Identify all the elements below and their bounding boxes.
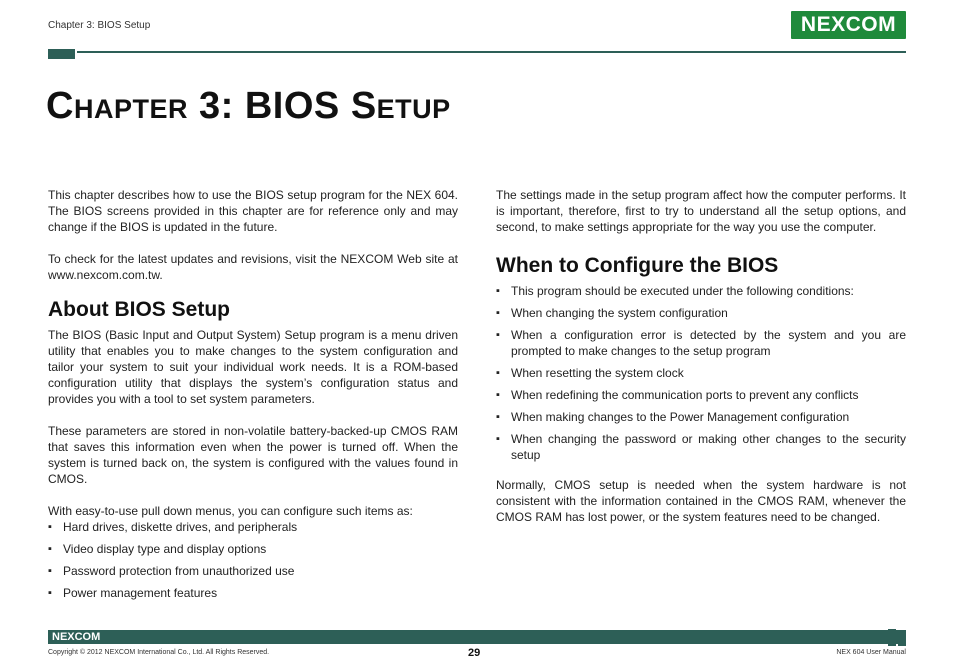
intro-paragraph-1: This chapter describes how to use the BIOS setup program for the NEX 604. The BIOS screens provided in this chapter are for reference only and may change if the BIOS is updated in the future. <box>48 188 458 234</box>
list-item: ▪ Power management features <box>48 586 218 600</box>
nexcom-logo <box>791 11 906 39</box>
intro-paragraph-2: To check for the latest updates and revisions, visit the NEXCOM Web site at www.nexcom.com.tw. <box>48 252 458 282</box>
list-item: ▪ When changing the system configuration <box>496 306 728 320</box>
about-paragraph-1: The BIOS (Basic Input and Output System) Setup program is a menu driven utility that enables you to make changes to the system configuration and tailor your system to suit your individual work needs. It is a ROM-based configuration utility that displays the system’s configuration status and provides you with a tool to set system parameters. <box>48 328 458 406</box>
copyright-text: Copyright © 2012 NEXCOM International Co., Ltd. All Rights Reserved. <box>48 649 270 656</box>
page-title: Chapter 3: BIOS Setup <box>46 85 451 127</box>
page-number: 29 <box>468 647 481 659</box>
footer-nexcom-logo: NEXCOM <box>52 631 101 643</box>
about-paragraph-2: These parameters are stored in non-volatile battery-backed-up CMOS RAM that saves this information even when the power is turned off. When the system is turned back on, the system is configured with the values found in CMOS. <box>48 424 458 486</box>
list-item: ▪ When resetting the system clock <box>496 366 684 380</box>
left-column <box>48 187 458 601</box>
list-item: ▪ When making changes to the Power Management configuration <box>496 410 850 424</box>
list-item: ▪ Hard drives, diskette drives, and peripherals <box>48 520 298 534</box>
footer-squares-icon <box>888 629 908 647</box>
conditions-list <box>496 283 906 463</box>
header-rule <box>77 51 906 53</box>
list-item: ▪ When a configuration error is detected by the system and you are prompted to make changes to the setup program <box>496 328 906 358</box>
list-item: ▪ This program should be executed under the following conditions: <box>496 284 854 298</box>
config-items-list <box>48 519 458 601</box>
closing-paragraph: Normally, CMOS setup is needed when the system hardware is not consistent with the information contained in the CMOS RAM, whenever the CMOS RAM has lost power, or the system features need to be changed. <box>496 478 906 524</box>
footer-bar <box>48 630 906 644</box>
settings-paragraph: The settings made in the setup program affect how the computer performs. It is important, therefore, first to try to understand all the setup options, and second, to make settings appropriate for the way you use the computer. <box>496 188 906 234</box>
list-item: ▪ Password protection from unauthorized use <box>48 564 295 578</box>
chapter-label: Chapter 3: BIOS Setup <box>48 20 151 31</box>
list-item: ▪ When redefining the communication ports to prevent any conflicts <box>496 388 859 402</box>
list-item: ▪ When changing the password or making other changes to the security setup <box>496 432 906 462</box>
about-paragraph-3: With easy-to-use pull down menus, you can configure such items as: <box>48 504 413 518</box>
manual-name: NEX 604 User Manual <box>836 649 906 656</box>
about-bios-heading: About BIOS Setup <box>48 298 230 321</box>
right-column <box>496 187 906 525</box>
when-to-configure-heading: When to Configure the BIOS <box>496 254 779 277</box>
list-item: ▪ Video display type and display options <box>48 542 267 556</box>
header-accent-block <box>48 49 75 59</box>
nexcom-logo-text: NEXCOM <box>800 13 897 36</box>
